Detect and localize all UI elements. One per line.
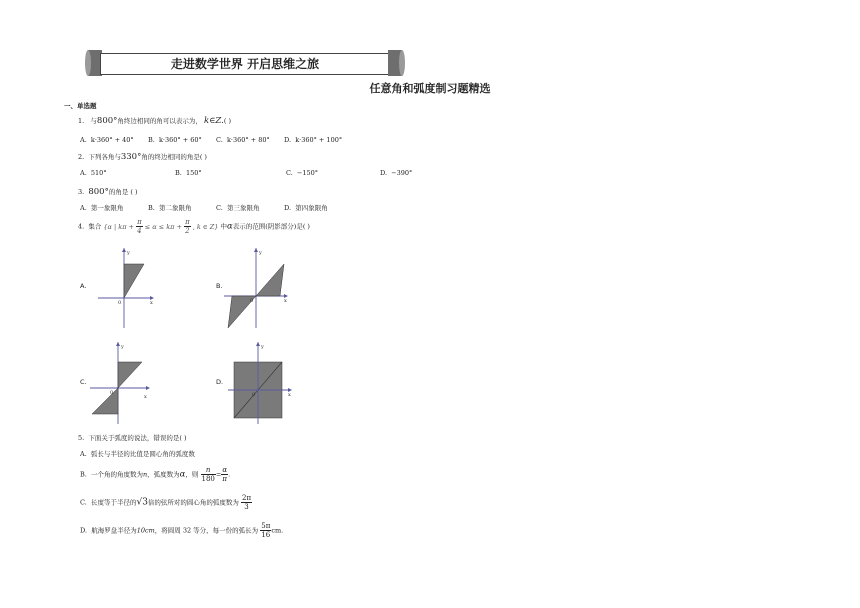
graph-a-label[interactable]: A. — [80, 282, 87, 290]
question-2: 2. 下列各角与330°角的终边相同的角是( ) — [78, 152, 207, 162]
q3-angle: 800° — [88, 187, 109, 197]
q1-text-b: 角终边相同的角可以表示为， — [117, 117, 202, 125]
q3-option-d[interactable]: D. 第四象限角 — [284, 204, 328, 212]
svg-text:y: y — [121, 344, 124, 350]
svg-text:x: x — [288, 392, 291, 398]
q1-option-b[interactable]: B. k·360° + 60° — [148, 136, 202, 144]
q2-option-d[interactable]: D. −390° — [380, 169, 413, 177]
q1-paren: ( ) — [223, 117, 232, 125]
q1-number: 1. — [78, 117, 85, 125]
q4-set: {α | kπ + $\frac{\pi}{4}$ ≤ α ≤ kπ + $\frac{\pi}{2}$ , k ∈ Z} — [103, 218, 219, 235]
page-subtitle: 任意角和弧度制习题精选 — [369, 82, 491, 95]
q1-option-a[interactable]: A. k·360° + 40° — [80, 136, 134, 144]
q5-option-c[interactable]: C. 长度等于半径的√3倍的弦所对的圆心角的弧度数为 $\frac{2\pi}{3}$ — [80, 494, 252, 511]
q2-option-a[interactable]: A. 510° — [80, 169, 107, 177]
q1-cond: k∈Z. — [203, 116, 224, 126]
section-heading: 一、单选题 — [64, 102, 97, 110]
q5-option-a[interactable]: A. 弧长与半径的比值是圆心角的弧度数 — [80, 450, 195, 458]
svg-text:y: y — [259, 250, 262, 256]
question-3: 3. 800°的角是 ( ) — [78, 187, 138, 197]
scroll-right-icon — [386, 48, 406, 78]
q5-option-d[interactable]: D. 航海罗盘半径为10cm，将圆周 32 等分，每一份的弧长为 $\frac{5\pi}{16}$ cm. — [80, 522, 284, 539]
question-5: 5. 下面关于弧度的说法，错误的是( ) — [78, 434, 187, 442]
svg-text:x: x — [284, 298, 287, 304]
svg-text:0: 0 — [252, 392, 256, 398]
graph-d-label[interactable]: D. — [216, 378, 224, 386]
svg-text:x: x — [150, 300, 153, 306]
svg-text:y: y — [127, 250, 130, 256]
graph-d[interactable] — [226, 340, 296, 426]
graph-c-label[interactable]: C. — [80, 378, 87, 386]
q2-angle: 330° — [120, 152, 142, 162]
graph-b[interactable] — [222, 246, 292, 330]
graph-a[interactable] — [94, 246, 164, 330]
q2-option-c[interactable]: C. −150° — [286, 169, 319, 177]
svg-text:0: 0 — [250, 298, 254, 304]
svg-text:0: 0 — [110, 390, 114, 396]
q1-text-a: 与 — [90, 117, 97, 125]
q1-option-d[interactable]: D. k·360° + 100° — [284, 136, 343, 144]
question-1 — [78, 116, 231, 126]
q3-option-a[interactable]: A. 第一象限角 — [80, 204, 124, 212]
graph-c[interactable] — [88, 340, 158, 426]
question-4: 4. 集合 {α | kπ + $\frac{\pi}{4}$ ≤ α ≤ kπ + $\frac{\pi}{2}$ , k ∈ Z} 中α表示的范围(阴影部分)是( ) — [78, 218, 310, 235]
q2-option-b[interactable]: B. 150° — [175, 169, 202, 177]
title-banner — [84, 48, 406, 78]
q3-option-b[interactable]: B. 第二象限角 — [148, 204, 192, 212]
q5-option-b[interactable]: B. 一个角的角度数为n，弧度数为α，则 $\frac{n}{180}$ = $\frac{\alpha}{\pi}$ . — [80, 466, 231, 483]
graph-a-origin: 0 — [118, 300, 122, 306]
svg-text:x: x — [144, 394, 147, 400]
graph-b-label[interactable]: B. — [216, 282, 223, 290]
q3-option-c[interactable]: C. 第三象限角 — [216, 204, 260, 212]
q1-angle: 800° — [96, 116, 118, 126]
banner-title: 走进数学世界 开启思维之旅 — [100, 53, 390, 75]
svg-text:y: y — [261, 344, 264, 350]
q1-option-c[interactable]: C. k·360° + 80° — [216, 136, 270, 144]
